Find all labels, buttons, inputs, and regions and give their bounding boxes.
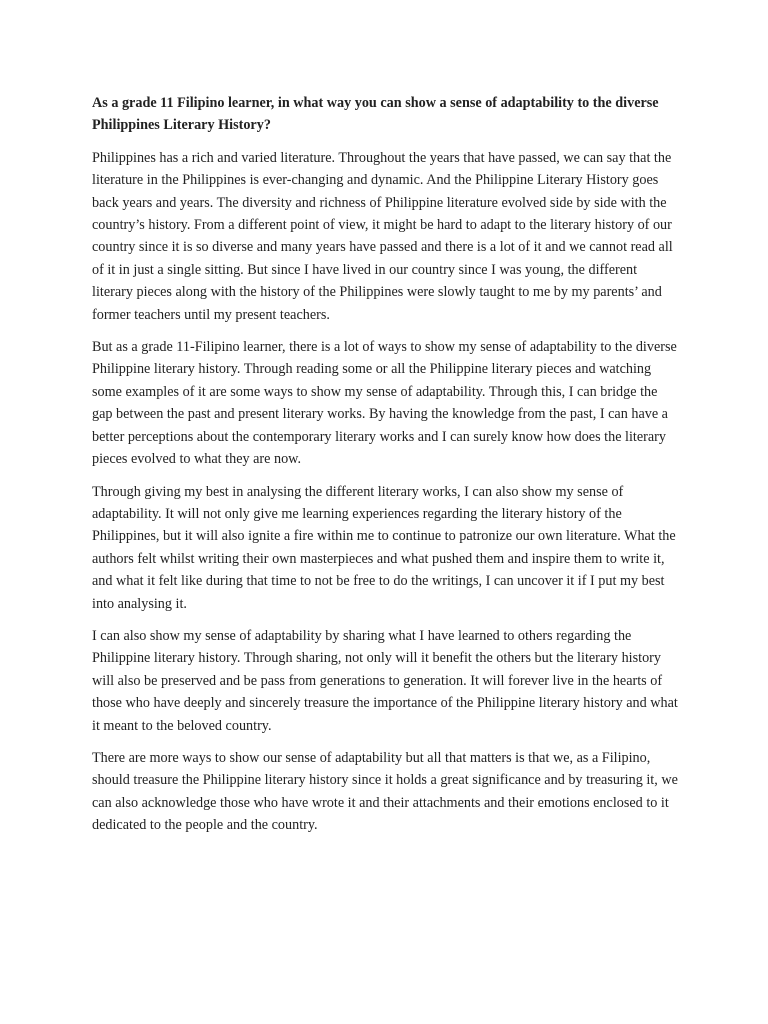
paragraph-4: I can also show my sense of adaptability by sharing what I have learned to others regarding the Philippine literary history. Through sharing, not only will it benefit the others but the literary history will also be preserved and be pass from generations to generation. It will forever live in the hearts of those who have deeply and sincerely treasure the importance of the Philippine literary history and what it meant to the beloved country. — [92, 627, 678, 734]
paragraph-5: There are more ways to show our sense of adaptability but all that matters is that we, as a Filipino, should treasure the Philippine literary history since it holds a great significance and by treasuring it, we can also acknowledge those who have wrote it and their attachments and their emotions enclosed to it dedicated to the people and the country. — [92, 749, 678, 834]
essay-question: As a grade 11 Filipino learner, in what way you can show a sense of adaptability to the diverse Philippines Literary History? — [92, 95, 659, 134]
paragraph-1: Philippines has a rich and varied literature. Throughout the years that have passed, we can say that the literature in the Philippines is ever-changing and dynamic. And the Philippine Literary History goes back years and years. The diversity and richness of Philippine literature evolved side by side with the country’s history. From a different point of view, it might be hard to adapt to the literary history of our country since it is so diverse and many years have passed and there is a lot of it and we cannot read all of it in just a single sitting. But since I have lived in our country since I was young, the different literary pieces along with the history of the Philippines were slowly taught to me by my parents’ and former teachers until my present teachers. — [92, 149, 673, 323]
paragraph-2: But as a grade 11-Filipino learner, there is a lot of ways to show my sense of adaptability to the diverse Philippine literary history. Through reading some or all the Philippine literary pieces and watching some examples of it are some ways to show my sense of adaptability. Through this, I can bridge the gap between the past and present literary works. By having the knowledge from the past, I can have a better perceptions about the contemporary literary works and I can surely know how does the literary pieces evolved to what they are now. — [92, 339, 677, 468]
document-body — [92, 92, 678, 847]
paragraph-3: Through giving my best in analysing the different literary works, I can also show my sense of adaptability. It will not only give me learning experiences regarding the literary history of the Philippines, but it will also ignite a fire within me to continue to patronize our own literature. What the authors felt whilst writing their own masterpieces and what pushed them and inspire them to write it, and what it felt like during that time to not be free to do the writings, I can uncover it if I put my best into analysing it. — [92, 483, 676, 612]
